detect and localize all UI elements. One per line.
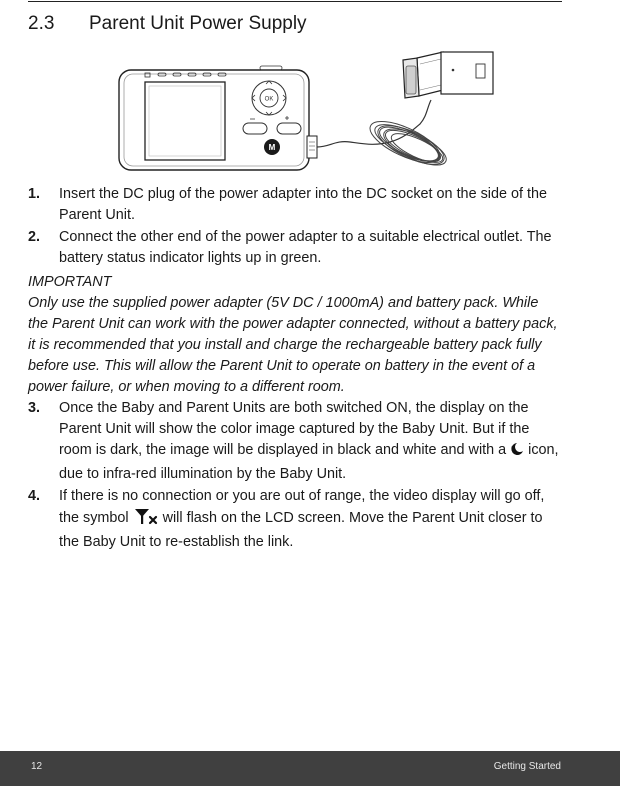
page-number: 12	[31, 761, 43, 772]
dc-plug	[307, 136, 317, 158]
important-title: IMPORTANT	[28, 274, 112, 290]
footer-section-name: Getting Started	[493, 761, 561, 772]
no-signal-antenna-icon	[133, 507, 159, 532]
top-rule	[28, 1, 562, 2]
power-adapter	[403, 52, 443, 98]
important-text: Only use the supplied power adapter (5V DC / 1000mA) and battery pack. While the Parent Unit can work with the power adapter connected, without a battery pack, it is recommended that you install and charge the rechargeable battery pack fully before use. This will allow the Parent Unit to operate on battery in the event of a power failure, or when moving to a different room.	[28, 295, 558, 395]
steps-list-2	[28, 398, 562, 554]
section-heading	[28, 13, 307, 35]
parent-unit-device	[119, 66, 317, 170]
important-note	[28, 272, 562, 398]
lcd-screen	[145, 82, 225, 160]
page-footer	[0, 751, 620, 786]
parent-unit-power-illustration	[115, 50, 495, 178]
power-cable	[317, 100, 431, 147]
night-moon-icon	[510, 442, 524, 464]
section-number: 2.3	[28, 13, 55, 34]
coiled-cable	[365, 113, 451, 172]
list-item: 4. If there is no connection or you are out of range, the video display will go off, the symbol will flash on the LCD screen. Move the Parent Unit closer to the Baby Unit to re-establish the link.	[28, 488, 545, 550]
steps-list-1	[28, 184, 562, 270]
list-item: 1. Insert the DC plug of the power adapter into the DC socket on the side of the Parent Unit.	[28, 186, 547, 223]
list-item: 3. Once the Baby and Parent Units are both switched ON, the display on the Parent Unit will show the color image captured by the Baby Unit. But if the room is dark, the image will be displayed in black and white and with a icon, due to infra-red illumination by the Baby Unit.	[28, 400, 559, 482]
list-item: 2. Connect the other end of the power adapter to a suitable electrical outlet. The battery status indicator lights up in green.	[28, 229, 552, 266]
section-title: Parent Unit Power Supply	[89, 13, 307, 34]
ok-label: OK	[264, 96, 274, 103]
wall-socket	[441, 52, 493, 94]
svg-text:M: M	[268, 143, 276, 152]
